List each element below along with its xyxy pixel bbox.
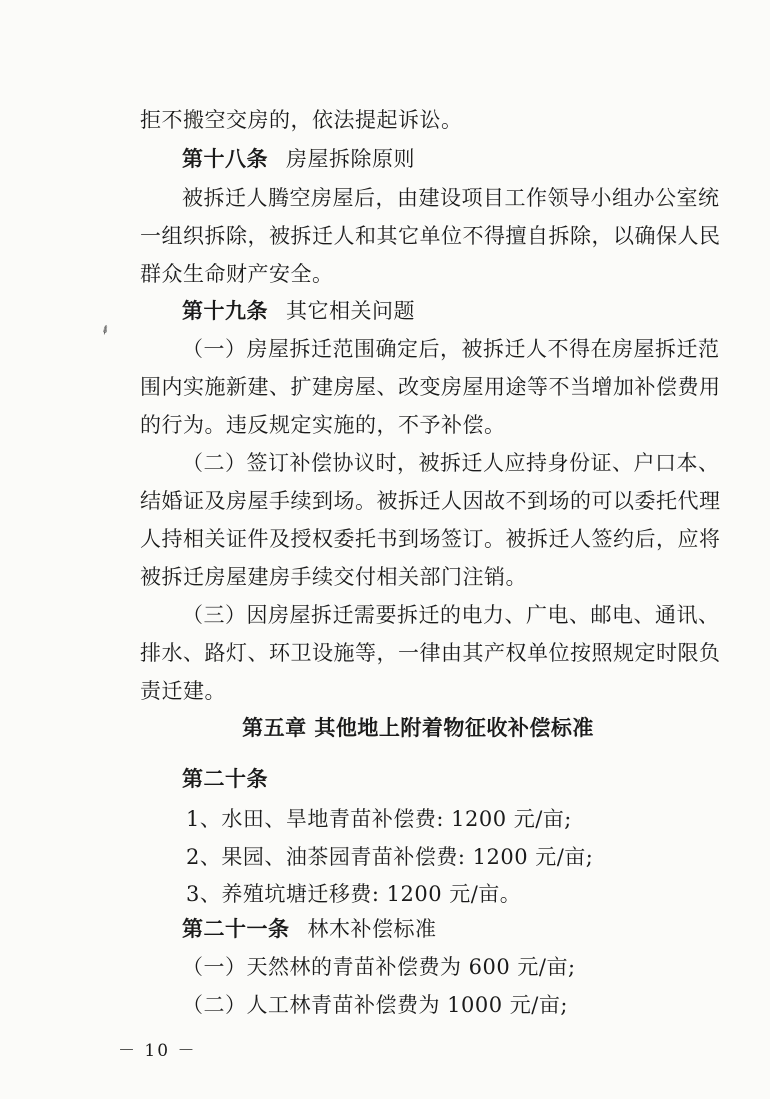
list-item: 1、水田、旱地青苗补偿费: 1200 元/亩;	[186, 807, 572, 831]
article-21-subject: 林木补偿标准	[307, 917, 437, 941]
paragraph-line: （三）因房屋拆迁需要拆迁的电力、广电、邮电、通讯、	[182, 603, 720, 627]
paragraph-line: （一）房屋拆迁范围确定后，被拆迁人不得在房屋拆迁范	[182, 337, 720, 361]
article-19-subject: 其它相关问题	[286, 299, 415, 323]
paragraph-line: 责迁建。	[140, 679, 226, 703]
article-21-heading	[182, 915, 437, 943]
article-19-heading	[182, 297, 415, 325]
article-18-title: 第十八条	[182, 146, 268, 171]
article-19-title: 第十九条	[182, 298, 268, 323]
chapter-5-heading: 第五章 其他地上附着物征收补偿标准	[242, 715, 594, 740]
list-item: （一）天然林的青苗补偿费为 600 元/亩;	[182, 955, 576, 979]
paragraph-line: 被拆迁房屋建房手续交付相关部门注销。	[140, 565, 527, 589]
article-20-title: 第二十条	[182, 766, 268, 791]
page-number: － 10 －	[118, 1041, 197, 1061]
article-18-subject: 房屋拆除原则	[286, 147, 415, 171]
paragraph-line: 群众生命财产安全。	[140, 262, 334, 286]
paragraph-line: 一组织拆除，被拆迁人和其它单位不得擅自拆除，以确保人民	[140, 224, 721, 248]
paragraph-line: 拒不搬空交房的，依法提起诉讼。	[140, 108, 463, 132]
paragraph-line: 排水、路灯、环卫设施等，一律由其产权单位按照规定时限负	[140, 641, 721, 665]
paragraph-line: 的行为。违反规定实施的，不予补偿。	[140, 413, 506, 437]
article-21-title: 第二十一条	[182, 916, 290, 941]
margin-scribble: ⸙	[97, 320, 114, 340]
list-item: 2、果园、油茶园青苗补偿费: 1200 元/亩;	[186, 845, 594, 869]
list-item: 3、养殖坑塘迁移费: 1200 元/亩。	[186, 882, 522, 906]
paragraph-line: 被拆迁人腾空房屋后，由建设项目工作领导小组办公室统	[182, 186, 720, 210]
paragraph-line: 围内实施新建、扩建房屋、改变房屋用途等不当增加补偿费用	[140, 375, 721, 399]
list-item: （二）人工林青苗补偿费为 1000 元/亩;	[182, 993, 568, 1017]
paragraph-line: 人持相关证件及授权委托书到场签订。被拆迁人签约后，应将	[140, 527, 721, 551]
paragraph-line: 结婚证及房屋手续到场。被拆迁人因故不到场的可以委托代理	[140, 489, 721, 513]
article-18-heading	[182, 145, 415, 173]
paragraph-line: （二）签订补偿协议时，被拆迁人应持身份证、户口本、	[182, 451, 720, 475]
